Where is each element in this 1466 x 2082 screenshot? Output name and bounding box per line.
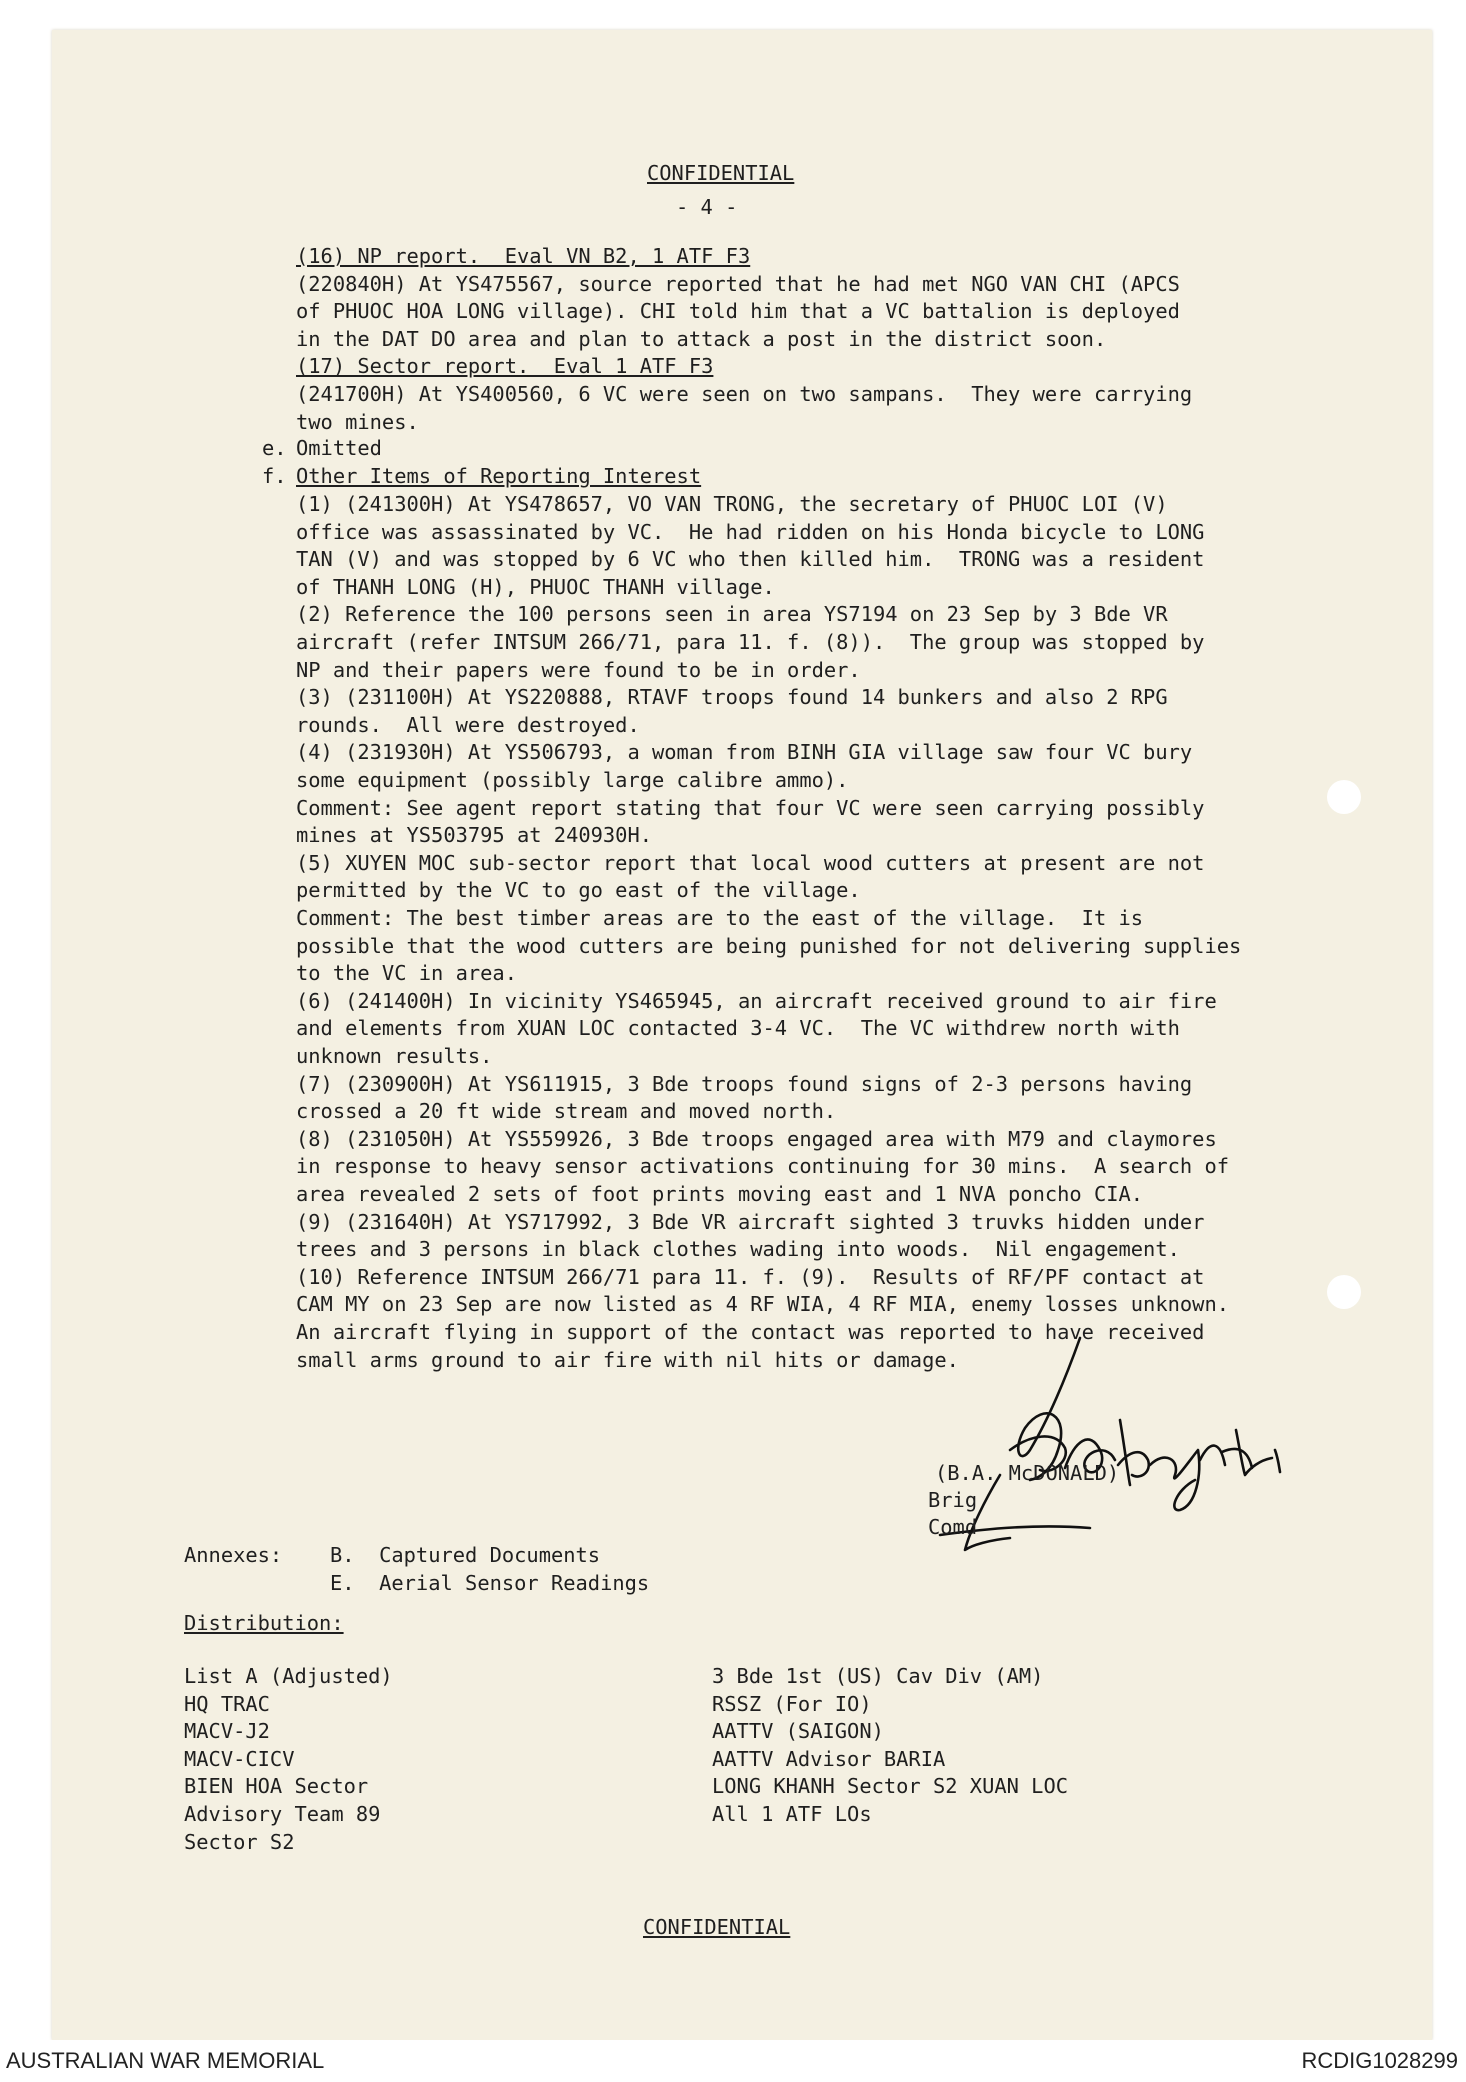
distribution-entry: AATTV (SAIGON) (712, 1719, 884, 1744)
section-f-line: trees and 3 persons in black clothes wading into woods. Nil engagement. (296, 1237, 1180, 1262)
section-f-line: to the VC in area. (296, 961, 517, 986)
section-f-line: small arms ground to air fire with nil hits or damage. (296, 1347, 959, 1372)
annex-item: B. Captured Documents (330, 1543, 601, 1567)
distribution-entry: LONG KHANH Sector S2 XUAN LOC (712, 1774, 1069, 1799)
section-f-line: CAM MY on 23 Sep are now listed as 4 RF WIA, 4 RF MIA, enemy losses unknown. (296, 1292, 1229, 1317)
signatory-name: (B.A. McDONALD) (935, 1461, 1120, 1485)
section-f-line: office was assassinated by VC. He had ridden on his Honda bicycle to LONG (296, 519, 1205, 544)
item-line: two mines. (296, 409, 419, 434)
archive-name: AUSTRALIAN WAR MEMORIAL (6, 2048, 325, 2073)
section-f-line: (6) (241400H) In vicinity YS465945, an aircraft received ground to air fire (296, 988, 1217, 1013)
section-f-line: aircraft (refer INTSUM 266/71, para 11. f. (8)). The group was stopped by (296, 630, 1205, 654)
section-f-letter: f. (262, 464, 287, 488)
distribution-entry: AATTV Advisor BARIA (712, 1746, 946, 1771)
section-f-line: unknown results. (296, 1044, 493, 1068)
section-f-heading: Other Items of Reporting Interest (296, 464, 702, 488)
section-f-line: (1) (241300H) At YS478657, VO VAN TRONG, the secretary of PHUOC LOI (V) (296, 492, 1168, 516)
section-f-line: (9) (231640H) At YS717992, 3 Bde VR aircraft sighted 3 truvks hidden under (296, 1209, 1205, 1234)
section-f-line: TAN (V) and was stopped by 6 VC who then killed him. TRONG was a resident (296, 547, 1205, 572)
section-f-line: of THANH LONG (H), PHUOC THANH village. (296, 574, 775, 599)
section-f-line: possible that the wood cutters are being punished for not delivering supplies (296, 933, 1242, 958)
distribution-entry: MACV-CICV (184, 1746, 295, 1771)
archive-reference: RCDIG1028299 (1301, 2048, 1458, 2073)
section-f-line: (2) Reference the 100 persons seen in area YS7194 on 23 Sep by 3 Bde VR (296, 602, 1168, 627)
section-f-line: (10) Reference INTSUM 266/71 para 11. f. (9). Results of RF/PF contact at (296, 1264, 1205, 1289)
punch-hole (1327, 780, 1361, 814)
classification-header: CONFIDENTIAL (647, 161, 795, 185)
distribution-entry: HQ TRAC (184, 1691, 270, 1716)
section-f-line: (4) (231930H) At YS506793, a woman from BINH GIA village saw four VC bury (296, 740, 1193, 765)
signatory-rank: Brig (928, 1488, 978, 1512)
distribution-entry: MACV-J2 (184, 1719, 270, 1744)
item-heading: (16) NP report. Eval VN B2, 1 ATF F3 (296, 244, 751, 268)
annex-item: E. Aerial Sensor Readings (330, 1571, 650, 1595)
section-f-line: permitted by the VC to go east of the village. (296, 878, 861, 903)
signatory-appointment: Comd (928, 1515, 978, 1539)
distribution-entry: Sector S2 (184, 1829, 295, 1854)
section-f-line: some equipment (possibly large calibre ammo). (296, 768, 849, 792)
section-f-line: (5) XUYEN MOC sub-sector report that local wood cutters at present are not (296, 850, 1205, 875)
distribution-entry: List A (Adjusted) (184, 1664, 393, 1688)
item-line: of PHUOC HOA LONG village). CHI told him that a VC battalion is deployed (296, 299, 1180, 324)
section-f-line: in response to heavy sensor activations continuing for 30 mins. A search of (296, 1154, 1229, 1179)
section-f-line: Comment: See agent report stating that four VC were seen carrying possibly (296, 795, 1205, 820)
distribution-entry: RSSZ (For IO) (712, 1691, 872, 1716)
section-f-line: mines at YS503795 at 240930H. (296, 823, 653, 848)
item-line: (241700H) At YS400560, 6 VC were seen on two sampans. They were carrying (296, 382, 1193, 406)
section-f-line: and elements from XUAN LOC contacted 3-4 VC. The VC withdrew north with (296, 1016, 1180, 1041)
section-f-line: Comment: The best timber areas are to the east of the village. It is (296, 906, 1144, 930)
section-e-letter: e. (262, 436, 287, 460)
distribution-entry: All 1 ATF LOs (712, 1802, 872, 1826)
annexes-label: Annexes: (184, 1543, 283, 1567)
section-f-line: An aircraft flying in support of the contact was reported to have received (296, 1320, 1205, 1344)
distribution-entry: Advisory Team 89 (184, 1802, 381, 1826)
section-f-line: area revealed 2 sets of foot prints moving east and 1 NVA poncho CIA. (296, 1182, 1144, 1206)
item-line: in the DAT DO area and plan to attack a post in the district soon. (296, 326, 1107, 351)
section-f-line: (7) (230900H) At YS611915, 3 Bde troops found signs of 2-3 persons having (296, 1071, 1193, 1096)
page-number: - 4 - (676, 195, 738, 219)
section-e-text: Omitted (296, 436, 382, 460)
item-heading: (17) Sector report. Eval 1 ATF F3 (296, 354, 714, 379)
classification-footer: CONFIDENTIAL (643, 1915, 791, 1939)
distribution-entry: BIEN HOA Sector (184, 1774, 369, 1799)
archive-footer-bar (0, 2040, 1466, 2082)
section-f-line: (3) (231100H) At YS220888, RTAVF troops found 14 bunkers and also 2 RPG (296, 685, 1168, 710)
distribution-label: Distribution: (184, 1611, 344, 1635)
section-f-line: rounds. All were destroyed. (296, 712, 640, 737)
section-f-line: (8) (231050H) At YS559926, 3 Bde troops engaged area with M79 and claymores (296, 1126, 1217, 1151)
distribution-entry: 3 Bde 1st (US) Cav Div (AM) (712, 1664, 1044, 1688)
section-f-line: crossed a 20 ft wide stream and moved north. (296, 1099, 837, 1124)
item-line: (220840H) At YS475567, source reported that he had met NGO VAN CHI (APCS (296, 271, 1180, 296)
section-f-line: NP and their papers were found to be in order. (296, 657, 861, 682)
